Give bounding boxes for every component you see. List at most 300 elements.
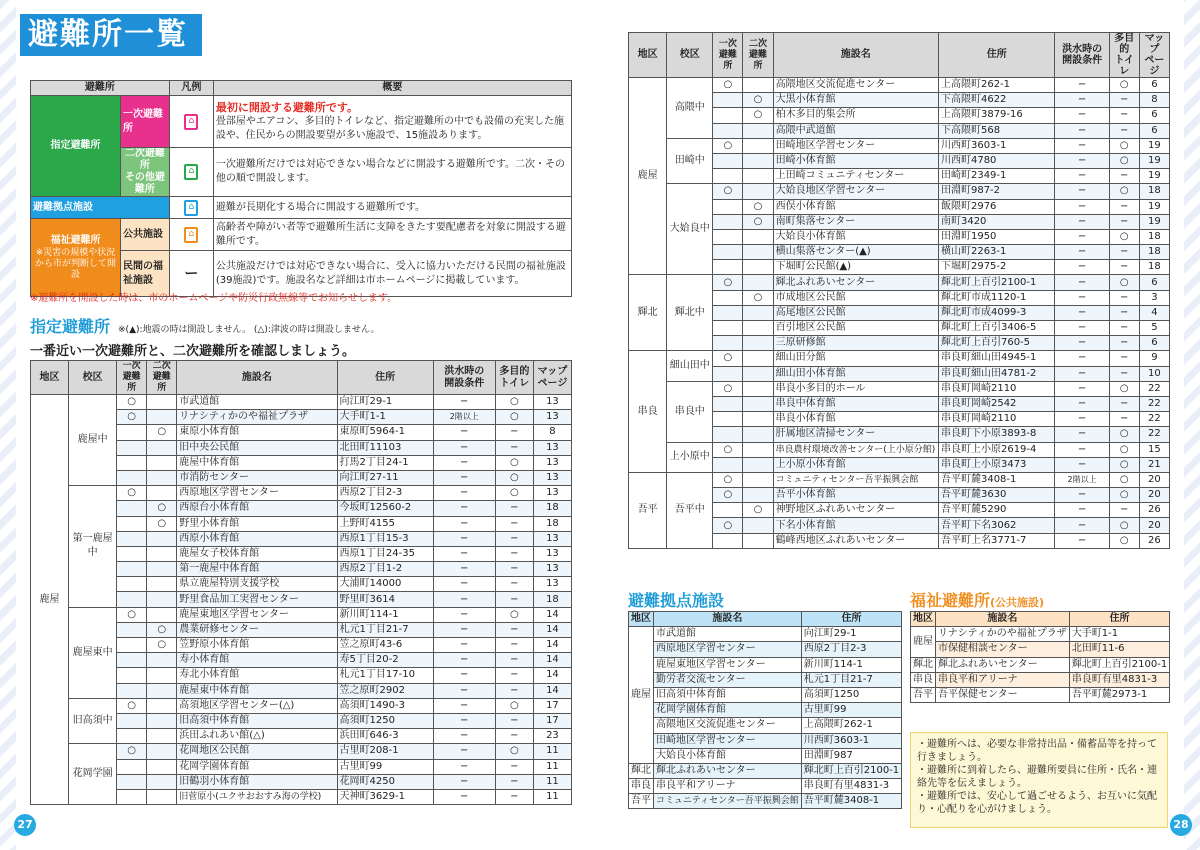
cell-name: 寿小体育館: [177, 653, 337, 668]
legend-niji: 二次避難所 その他避難所: [121, 148, 170, 197]
th-flood: 洪水時の 開設条件: [433, 361, 495, 395]
cell-address: 天神町3629-1: [337, 789, 433, 804]
cell-second: ○: [147, 638, 177, 653]
cell-address: 向江町27-11: [337, 470, 433, 485]
cell-flood: 2階以上: [1055, 472, 1109, 487]
th-address: 住所: [337, 361, 433, 395]
cell-second: [147, 729, 177, 744]
cell-page: 18: [1139, 245, 1169, 260]
cell-address: 輝北町上百引2100-1: [1069, 657, 1169, 672]
cell-page: 17: [533, 713, 571, 728]
cell-address: 上高隈町3879-16: [938, 108, 1055, 123]
cell-second: [743, 260, 773, 275]
cell-second: [147, 562, 177, 577]
cell-first: [713, 245, 743, 260]
cell-first: ○: [713, 442, 743, 457]
legend-header-summary: 概要: [213, 81, 571, 96]
cell-page: 20: [1139, 518, 1169, 533]
cell-page: 14: [533, 607, 571, 622]
cell-toilet: −: [1109, 412, 1139, 427]
table-row: [31, 607, 572, 622]
cell-flood: −: [433, 759, 495, 774]
cell-name: 鹿屋中体育館: [177, 455, 337, 470]
cell-address: 大手町1-1: [337, 410, 433, 425]
cell-first: [713, 199, 743, 214]
cell-second: [147, 774, 177, 789]
cell-address: 札元1丁目17-10: [337, 668, 433, 683]
cell-first: [713, 123, 743, 138]
cell-flood: −: [1055, 260, 1109, 275]
cell-flood: −: [433, 683, 495, 698]
cell-first: [117, 668, 147, 683]
cell-toilet: −: [495, 729, 533, 744]
cell-name: 輝北ふれあいセンター: [936, 657, 1070, 672]
cell-second: [743, 229, 773, 244]
th-second: 二次 避難所: [147, 361, 177, 395]
cell-first: [117, 592, 147, 607]
table-row: [629, 703, 902, 718]
cell-address: 田淵町987-2: [938, 184, 1055, 199]
table-row: [629, 627, 902, 642]
cell-first: ○: [117, 744, 147, 759]
cell-name: 市保健相談センター: [936, 642, 1070, 657]
cell-first: [713, 533, 743, 548]
cell-second: [147, 440, 177, 455]
th-area: 地区: [31, 361, 69, 395]
cell-second: [743, 427, 773, 442]
cell-first: ○: [713, 488, 743, 503]
table-row: [31, 395, 572, 410]
fukushi-title: 福祉避難所: [910, 591, 991, 610]
cell-first: ○: [713, 518, 743, 533]
cell-first: ○: [117, 410, 147, 425]
cell-page: 6: [1139, 108, 1169, 123]
cell-second: [147, 470, 177, 485]
cell-first: [713, 229, 743, 244]
cell-first: [117, 789, 147, 804]
cell-second: [147, 486, 177, 501]
cell-second: [743, 533, 773, 548]
tip-item: ・避難所へは、必要な非常持出品・備蓄品等を持って行きましょう。: [917, 739, 1157, 763]
cell-page: 18: [533, 516, 571, 531]
cell-name: 県立鹿屋特別支援学校: [177, 577, 337, 592]
cell-address: 串良町細山田4781-2: [938, 366, 1055, 381]
cell-page: 14: [533, 668, 571, 683]
cell-name: 串良中体育館: [773, 396, 938, 411]
cell-flood: −: [1055, 442, 1109, 457]
legend-table: [30, 80, 572, 297]
cell-second: [743, 305, 773, 320]
cell-name: 串良平和アリーナ: [936, 672, 1070, 687]
cell-address: 輝北町上百引3406-5: [938, 321, 1055, 336]
tip-item: ・避難所では、安心して過ごせるよう、お互いに気配り・心配りを心がけましょう。: [917, 791, 1157, 815]
cell-first: ○: [713, 351, 743, 366]
cell-name: 細山田分館: [773, 351, 938, 366]
cell-flood: −: [1055, 396, 1109, 411]
cell-name: 鹿屋東地区学習センター: [177, 607, 337, 622]
cell-name: 旧鶴羽小体育館: [177, 774, 337, 789]
cell-first: [117, 653, 147, 668]
cell-toilet: −: [495, 622, 533, 637]
cell-flood: −: [433, 546, 495, 561]
cell-flood: −: [433, 653, 495, 668]
cell-name: 花岡地区公民館: [177, 744, 337, 759]
cell-address: 串良町上小原2619-4: [938, 442, 1055, 457]
cell-page: 13: [533, 562, 571, 577]
cell-flood: −: [433, 516, 495, 531]
cell-flood: −: [1055, 108, 1109, 123]
cell-toilet: −: [495, 577, 533, 592]
cell-page: 4: [1139, 305, 1169, 320]
cell-address: 高須町1250: [337, 713, 433, 728]
cell-flood: −: [1055, 169, 1109, 184]
cell-name: 野里食品加工実習センター: [177, 592, 337, 607]
cell-address: 下堀町2975-2: [938, 260, 1055, 275]
cell-address: 古里町99: [337, 759, 433, 774]
table-row: [31, 486, 572, 501]
cell-name: 高隈地区交流促進センター: [654, 718, 802, 733]
cell-flood: −: [433, 592, 495, 607]
cell-school: 串良中: [667, 381, 713, 442]
cell-first: ○: [713, 138, 743, 153]
cell-second: [743, 275, 773, 290]
cell-address: 串良町有里4831-3: [1069, 672, 1169, 687]
cell-address: 輝北町市成4099-3: [938, 305, 1055, 320]
cell-page: 14: [533, 622, 571, 637]
cell-name: 市武道館: [177, 395, 337, 410]
table-row: [629, 184, 1170, 199]
cell-address: 田崎町2349-1: [938, 169, 1055, 184]
cell-area: 吾平: [629, 794, 654, 809]
cell-second: ○: [147, 425, 177, 440]
cell-page: 22: [1139, 396, 1169, 411]
cell-address: 大浦町14000: [337, 577, 433, 592]
table-row: [911, 657, 1170, 672]
cell-name: 横山集落センター(▲): [773, 245, 938, 260]
table-row: [629, 687, 902, 702]
kyoten-table: [628, 611, 902, 809]
cell-first: [713, 260, 743, 275]
cell-second: [147, 577, 177, 592]
cell-toilet: −: [495, 713, 533, 728]
cell-second: [743, 412, 773, 427]
cell-name: 田崎地区学習センター: [654, 733, 802, 748]
cell-flood: −: [1055, 336, 1109, 351]
cell-flood: −: [433, 774, 495, 789]
cell-name: 田崎小体育館: [773, 153, 938, 168]
legend-fukushi: 福祉避難所: [50, 235, 101, 247]
cell-name: 高隈中武道館: [773, 123, 938, 138]
cell-toilet: −: [495, 683, 533, 698]
cell-flood: −: [1055, 78, 1109, 93]
cell-toilet: −: [1109, 169, 1139, 184]
cell-area: 輝北: [629, 275, 667, 351]
cell-flood: −: [433, 501, 495, 516]
cell-area: 串良: [629, 779, 654, 794]
cell-page: 18: [1139, 184, 1169, 199]
cell-first: [117, 455, 147, 470]
cell-first: [117, 562, 147, 577]
cell-name: 串良小多目的ホール: [773, 381, 938, 396]
cell-area: 鹿屋: [629, 78, 667, 275]
cell-second: [743, 518, 773, 533]
table-row: [629, 794, 902, 809]
fukushi-th-address: 住所: [1069, 612, 1169, 627]
cell-address: 今坂町12560-2: [337, 501, 433, 516]
cell-name: 花岡学園体育館: [654, 703, 802, 718]
cell-name: 浜田ふれあい館(△): [177, 729, 337, 744]
cell-toilet: ○: [1109, 381, 1139, 396]
cell-address: 新川町114-1: [337, 607, 433, 622]
cell-page: 22: [1139, 381, 1169, 396]
cell-toilet: −: [495, 789, 533, 804]
cell-toilet: ○: [1109, 78, 1139, 93]
table-row: [629, 763, 902, 778]
cell-toilet: −: [495, 501, 533, 516]
cell-name: 旧中央公民館: [177, 440, 337, 455]
cell-flood: −: [433, 425, 495, 440]
ichiji-desc: 畳部屋やエアコン、多目的トイレなど、指定避難所の中でも設備の充実した施設や、住民からの開設要望が多い施設で、15施設あります。: [215, 115, 565, 141]
cell-second: ○: [743, 93, 773, 108]
table-row: [911, 687, 1170, 702]
cell-first: ○: [117, 607, 147, 622]
legend-minkan: 民間の福祉施設: [121, 251, 170, 297]
cell-address: 古里町208-1: [337, 744, 433, 759]
cell-toilet: −: [1109, 245, 1139, 260]
th-second-r: 二次 避難所: [743, 33, 773, 78]
cell-toilet: −: [1109, 351, 1139, 366]
th-name: 施設名: [177, 361, 337, 395]
shitei-title: 指定避難所: [30, 317, 111, 336]
cell-area: 串良: [911, 672, 936, 687]
cell-address: 高須町1250: [801, 687, 901, 702]
cell-name: 鹿屋東地区学習センター: [654, 657, 802, 672]
cell-address: 野里町3614: [337, 592, 433, 607]
cell-second: [147, 744, 177, 759]
cell-name: 串良農村環境改善センター(上小原分館): [773, 442, 938, 457]
cell-first: ○: [713, 184, 743, 199]
cell-school: 鹿屋中: [69, 395, 117, 486]
cell-flood: −: [1055, 305, 1109, 320]
cell-address: 吾平町麓3408-1: [938, 472, 1055, 487]
cell-flood: 2階以上: [433, 410, 495, 425]
table-row: [629, 78, 1170, 93]
cell-flood: −: [433, 455, 495, 470]
cell-first: [713, 457, 743, 472]
cell-address: 輝北町上百引760-5: [938, 336, 1055, 351]
cell-address: 輝北町上百引2100-1: [938, 275, 1055, 290]
cell-page: 8: [533, 425, 571, 440]
right-shelter-table: [628, 32, 1170, 549]
cell-address: 吾平町麓5290: [938, 503, 1055, 518]
cell-name: 西原台小体育館: [177, 501, 337, 516]
cell-toilet: ○: [1109, 153, 1139, 168]
cell-school: 輝北中: [667, 275, 713, 351]
cell-page: 19: [1139, 153, 1169, 168]
fukushi-table: [910, 611, 1170, 703]
cell-page: 9: [1139, 351, 1169, 366]
cell-second: [147, 546, 177, 561]
cell-address: 寿5丁目20-2: [337, 653, 433, 668]
kyoten-th-area: 地区: [629, 612, 654, 627]
cell-page: 13: [533, 486, 571, 501]
cell-name: 肝属地区清掃センター: [773, 427, 938, 442]
cell-page: 18: [533, 592, 571, 607]
cell-name: 市消防センター: [177, 470, 337, 485]
cell-address: 南町3420: [938, 214, 1055, 229]
cell-address: 吾平町麓3408-1: [801, 794, 901, 809]
cell-page: 11: [533, 789, 571, 804]
cell-first: [713, 503, 743, 518]
cell-second: [743, 78, 773, 93]
kyoten-th-address: 住所: [801, 612, 901, 627]
cell-flood: −: [1055, 412, 1109, 427]
table-row: [911, 627, 1170, 642]
cell-page: 14: [533, 683, 571, 698]
notice-text: ※避難所を開設した時は、市のホームページや防災行政無線等でお知らせします。: [30, 293, 398, 304]
cell-flood: −: [1055, 488, 1109, 503]
cell-toilet: −: [1109, 93, 1139, 108]
cell-toilet: ○: [495, 410, 533, 425]
cell-page: 19: [1139, 169, 1169, 184]
legend-header-shelter: 避難所: [31, 81, 170, 96]
table-row: [911, 642, 1170, 657]
cell-name: 西原地区学習センター: [654, 642, 802, 657]
cell-toilet: −: [495, 516, 533, 531]
cell-address: 向江町29-1: [801, 627, 901, 642]
cell-page: 6: [1139, 78, 1169, 93]
page-number-left: 27: [14, 814, 36, 836]
table-row: [629, 351, 1170, 366]
th-first: 一次 避難所: [117, 361, 147, 395]
cell-flood: −: [1055, 184, 1109, 199]
minkan-dash: ー: [169, 251, 213, 297]
cell-name: 花岡学園体育館: [177, 759, 337, 774]
cell-address: 輝北町上百引2100-1: [801, 763, 901, 778]
cell-second: ○: [743, 214, 773, 229]
cell-second: [147, 410, 177, 425]
cell-address: 大手町1-1: [1069, 627, 1169, 642]
cell-first: [117, 425, 147, 440]
cell-flood: −: [1055, 351, 1109, 366]
cell-name: コミュニティセンター吾平振興会館: [654, 794, 802, 809]
th-flood-r: 洪水時の 開設条件: [1055, 33, 1109, 78]
cell-toilet: −: [495, 592, 533, 607]
cell-second: ○: [147, 622, 177, 637]
cell-page: 3: [1139, 290, 1169, 305]
shitei-section-title: [30, 314, 379, 337]
cell-second: ○: [147, 501, 177, 516]
cell-first: [117, 531, 147, 546]
cell-toilet: −: [1109, 123, 1139, 138]
cell-first: ○: [117, 486, 147, 501]
cell-toilet: −: [495, 546, 533, 561]
cell-flood: −: [433, 531, 495, 546]
th-first-r: 一次 避難所: [713, 33, 743, 78]
cell-second: [743, 457, 773, 472]
table-row: [629, 442, 1170, 457]
cell-address: 串良町有里4831-3: [801, 779, 901, 794]
kokyo-desc: 高齢者や障がい者等で避難所生活に支障をきたす要配慮者を対象に開設する避難所です。: [213, 219, 571, 251]
cell-name: 上田崎コミュニティセンター: [773, 169, 938, 184]
cell-address: 飯隈町2976: [938, 199, 1055, 214]
cell-first: ○: [713, 381, 743, 396]
cell-address: 上高隈町262-1: [938, 78, 1055, 93]
cell-name: 西原小体育館: [177, 531, 337, 546]
cell-page: 17: [533, 698, 571, 713]
cell-name: 西原地区学習センター: [177, 486, 337, 501]
cell-first: [117, 713, 147, 728]
cell-address: 向江町29-1: [337, 395, 433, 410]
cell-toilet: −: [1109, 396, 1139, 411]
fukushi-subtitle: (公共施設): [990, 596, 1045, 609]
cell-second: [743, 245, 773, 260]
cell-name: 勤労者交流センター: [654, 672, 802, 687]
cell-name: 旧高須中体育館: [177, 713, 337, 728]
th-page-r: マップ ページ: [1139, 33, 1169, 78]
cell-second: [147, 713, 177, 728]
cell-second: [147, 607, 177, 622]
cell-flood: −: [1055, 518, 1109, 533]
cell-toilet: ○: [495, 455, 533, 470]
cell-area: 鹿屋: [31, 395, 69, 805]
cell-second: ○: [743, 503, 773, 518]
cell-toilet: ○: [1109, 275, 1139, 290]
cell-address: 西原2丁目1-2: [337, 562, 433, 577]
cell-first: [117, 774, 147, 789]
cell-address: 川西町3603-1: [801, 733, 901, 748]
cell-address: 打馬2丁目24-1: [337, 455, 433, 470]
cell-area: 吾平: [911, 687, 936, 702]
cell-first: [713, 305, 743, 320]
cell-address: 東原町5964-1: [337, 425, 433, 440]
cell-toilet: ○: [1109, 184, 1139, 199]
cell-page: 11: [533, 774, 571, 789]
cell-toilet: −: [495, 531, 533, 546]
cell-flood: −: [1055, 123, 1109, 138]
cell-name: 大黒小体育館: [773, 93, 938, 108]
cell-page: 11: [533, 744, 571, 759]
cell-page: 26: [1139, 533, 1169, 548]
cell-flood: −: [1055, 533, 1109, 548]
cell-address: 上野町4155: [337, 516, 433, 531]
cell-address: 下高隈町568: [938, 123, 1055, 138]
table-row: [629, 779, 902, 794]
cell-first: ○: [117, 395, 147, 410]
cell-first: [117, 729, 147, 744]
cell-address: 串良町細山田4945-1: [938, 351, 1055, 366]
cell-name: 鶴峰西地区ふれあいセンター: [773, 533, 938, 548]
cell-page: 8: [1139, 93, 1169, 108]
cell-second: [147, 698, 177, 713]
cell-first: ○: [713, 78, 743, 93]
cell-area: 輝北: [629, 763, 654, 778]
kyoten-desc: 避難が長期化する場合に開設する避難所です。: [213, 197, 571, 219]
cell-address: 浜田町646-3: [337, 729, 433, 744]
cell-area: 鹿屋: [911, 627, 936, 657]
cell-address: 花岡町4250: [337, 774, 433, 789]
cell-flood: −: [1055, 245, 1109, 260]
cell-name: 市武道館: [654, 627, 802, 642]
table-row: [31, 744, 572, 759]
cell-second: [147, 683, 177, 698]
cell-address: 串良町下小原3893-8: [938, 427, 1055, 442]
table-row: [629, 672, 902, 687]
cell-second: [743, 472, 773, 487]
cell-toilet: −: [1109, 214, 1139, 229]
cell-toilet: ○: [1109, 533, 1139, 548]
cell-toilet: −: [1109, 503, 1139, 518]
